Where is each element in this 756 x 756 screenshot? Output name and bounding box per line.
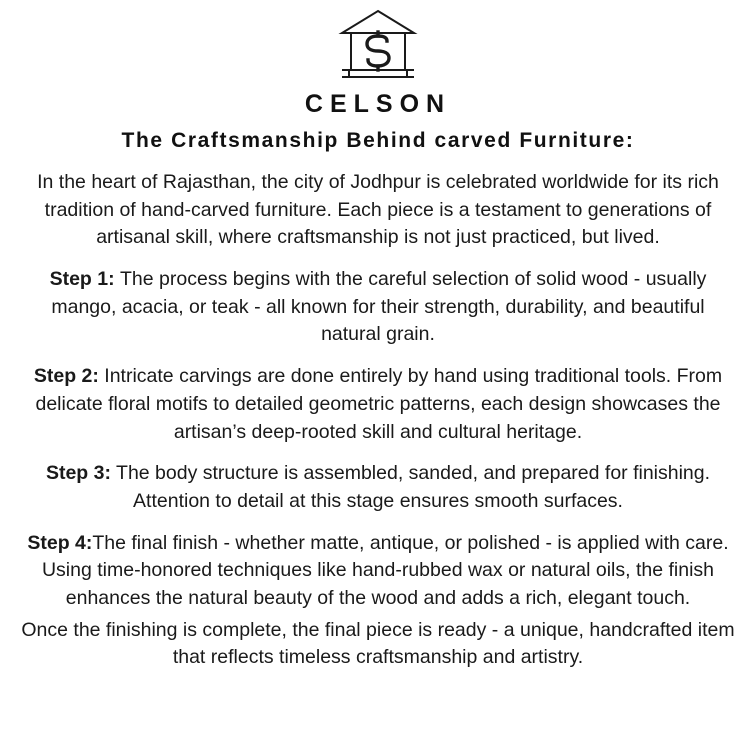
brand-name: CELSON [304, 90, 452, 118]
step-paragraph-1 [20, 266, 736, 349]
step-text-2: Intricate carvings are done entirely by hand using traditional tools. From delicate floral motifs to detailed geometric patterns, each design showcases the artisan’s deep-rooted skill and cultural heritage. [35, 365, 723, 443]
brand-logo [335, 6, 421, 88]
closing-paragraph: Once the finishing is complete, the final piece is ready - a unique, handcrafted item that reflects timeless craftsmanship and artistry. [21, 618, 735, 669]
step-text-3: The body structure is assembled, sanded, and prepared for finishing. Attention to detail at this stage ensures smooth surfaces. [110, 462, 711, 512]
step-paragraph-2 [20, 363, 736, 446]
step-text-1: The process begins with the careful selection of solid wood - usually mango, acacia, or teak - all known for their strength, durability, and beautiful natural grain. [51, 268, 707, 346]
house-monogram-logo-icon [335, 8, 421, 86]
step-label-2: Step 2: [33, 365, 99, 388]
step-text-4: The final finish - whether matte, antique, or polished - is applied with care. Using time-honored techniques like hand-rubbed wax or natural oils, the finish enhances the natural beauty of the wood and adds a rich, elegant touch. [41, 531, 729, 609]
step-paragraph-4 [20, 530, 736, 613]
intro-paragraph: In the heart of Rajasthan, the city of Jodhpur is celebrated worldwide for its rich tradition of hand-carved furniture. Each piece is a testament to generations of artisanal skill, where craftsmanship is not just practiced, but lived. [37, 171, 719, 249]
page-title: The Craftsmanship Behind carved Furniture: [121, 129, 635, 152]
step-label-4: Step 4: [27, 531, 93, 554]
step-paragraph-3 [20, 460, 736, 515]
step-label-1: Step 1: [49, 268, 121, 291]
step-label-3: Step 3: [45, 462, 111, 485]
